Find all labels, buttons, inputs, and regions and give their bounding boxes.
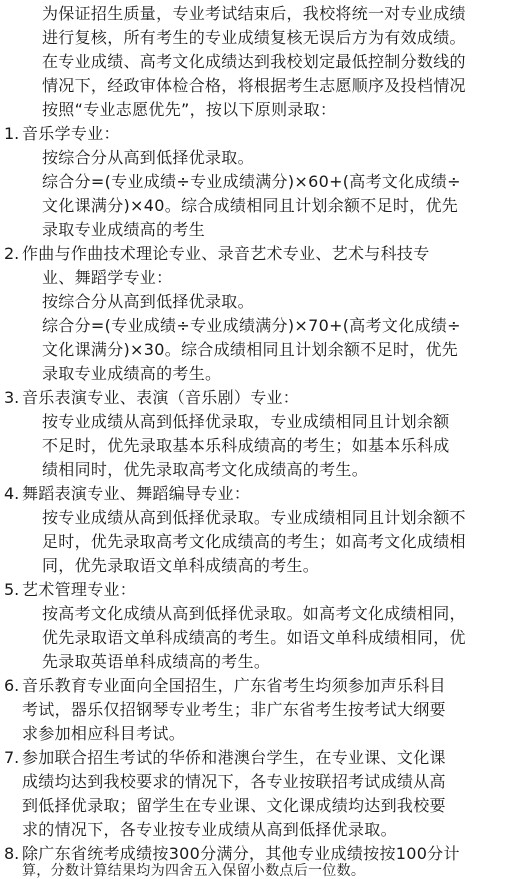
- intro-line: 情况下，经政审体检合格，将根据考生志愿顺序及投档情况: [42, 76, 466, 95]
- intro-line: 按照“专业志愿优先”，按以下原则录取：: [42, 100, 337, 119]
- section-line: 优先录取语文单科成绩高的考生。如语文单科成绩相同，优: [42, 628, 466, 647]
- intro-line: 为保证招生质量，专业考试结束后，我校将统一对专业成绩: [42, 4, 466, 23]
- section-line: 求参加相应科目考试。: [22, 724, 186, 743]
- section-line: 同，优先录取语文单科成绩高的考生。: [42, 556, 320, 575]
- section-title-continued: 业、舞蹈学专业：: [42, 268, 173, 287]
- intro-line: 在专业成绩、高考文化成绩达到我校划定最低控制分数线的: [42, 52, 466, 71]
- section-line: 参加联合招生考试的华侨和港澳台学生，在专业课、文化课: [22, 748, 446, 767]
- section-line: 综合分=(专业成绩÷专业成绩满分)×70+(高考文化成绩÷: [42, 316, 461, 335]
- section-line: 文化课满分)×30。综合成绩相同且计划余额不足时，优先: [42, 340, 459, 359]
- intro-line: 进行复核，所有考生的专业成绩复核无误后方为有效成绩。: [42, 28, 466, 47]
- section-line: 按综合分从高到低择优录取。: [42, 148, 254, 167]
- section-line: 按高考文化成绩从高到低择优录取。如高考文化成绩相同，: [42, 604, 466, 623]
- section-number: 3.: [4, 388, 20, 407]
- section-line: 到低择优录取；留学生在专业课、文化课成绩均达到我校要: [22, 796, 446, 815]
- section-line: 足时，优先录取高考文化成绩高的考生；如高考文化成绩相: [42, 532, 466, 551]
- section-title: 艺术管理专业：: [22, 580, 137, 599]
- section-number: 1.: [4, 124, 20, 143]
- section-line: 文化课满分)×40。综合成绩相同且计划余额不足时，优先: [42, 196, 459, 215]
- section-title: 舞蹈表演专业、舞蹈编导专业：: [22, 484, 251, 503]
- section-title: 音乐学专业：: [22, 124, 120, 143]
- section-number: 7.: [4, 748, 20, 767]
- section-title: 音乐表演专业、表演（音乐剧）专业：: [22, 388, 300, 407]
- section-number: 5.: [4, 580, 20, 599]
- section-line: 按综合分从高到低择优录取。: [42, 292, 254, 311]
- section-line: 综合分=(专业成绩÷专业成绩满分)×60+(高考文化成绩÷: [42, 172, 461, 191]
- section-number: 8.: [4, 844, 20, 863]
- section-title: 作曲与作曲技术理论专业、录音艺术专业、艺术与科技专: [22, 244, 430, 263]
- section-line: 考试，器乐仅招钢琴专业考生；非广东省考生按考试大纲要: [22, 700, 446, 719]
- section-line: 除广东省统考成绩按300分满分，其他专业成绩按按100分计: [22, 844, 460, 863]
- section-number: 2.: [4, 244, 20, 263]
- section-line: 录取专业成绩高的考生: [42, 220, 206, 239]
- section-line: 按专业成绩从高到低择优录取。专业成绩相同且计划余额不: [42, 508, 466, 527]
- section-number: 6.: [4, 676, 20, 695]
- section-line: 成绩均达到我校要求的情况下，各专业按联招考试成绩从高: [22, 772, 446, 791]
- section-line: 先录取英语单科成绩高的考生。: [42, 652, 271, 671]
- section-line: 绩相同时，优先录取高考文化成绩高的考生。: [42, 460, 369, 479]
- section-line: 不足时，优先录取基本乐科成绩高的考生；如基本乐科成: [42, 436, 450, 455]
- section-line: 求的情况下，各专业按专业成绩从高到低择优录取。: [22, 820, 397, 839]
- section-number: 4.: [4, 484, 20, 503]
- section-line: 录取专业成绩高的考生。: [42, 364, 222, 383]
- section-line: 按专业成绩从高到低择优录取，专业成绩相同且计划余额: [42, 412, 450, 431]
- section-line: 音乐教育专业面向全国招生，广东省考生均须参加声乐科目: [22, 676, 446, 695]
- section-line: 算，分数计算结果均为四舍五入保留小数点后一位数。: [22, 863, 366, 879]
